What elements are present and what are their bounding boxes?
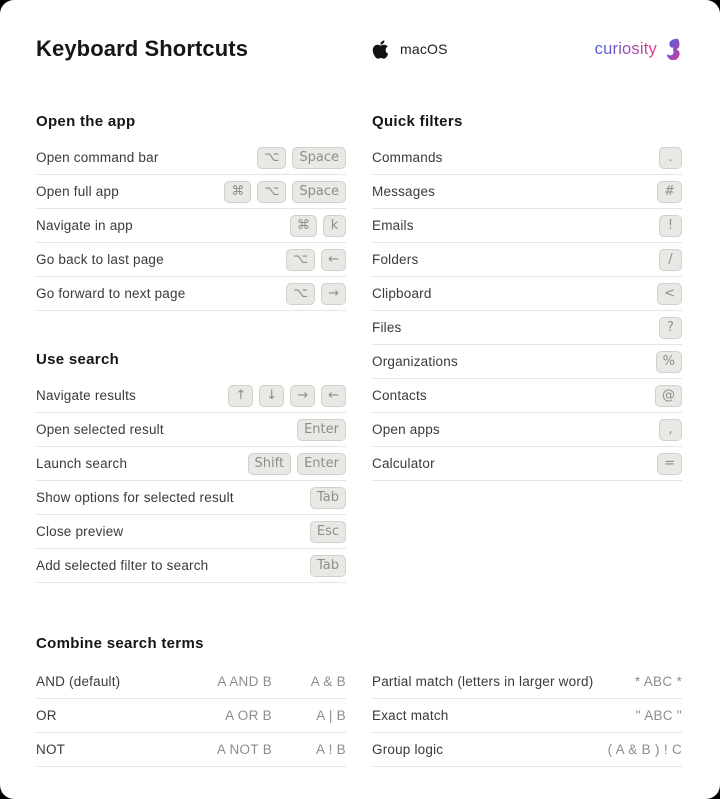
shortcut-label: Add selected filter to search [36, 558, 209, 573]
section-open-the-app [36, 112, 346, 311]
keycap: Enter [297, 453, 346, 475]
shortcut-label: Navigate results [36, 388, 136, 403]
page-title: Keyboard Shortcuts [36, 36, 249, 61]
keycap: = [657, 453, 682, 475]
shortcut-label: Folders [372, 252, 419, 267]
shortcut-row [36, 243, 346, 277]
shortcut-row [36, 141, 346, 175]
section-heading: Quick filters [372, 113, 463, 130]
shortcut-row [372, 345, 682, 379]
keycap: ! [659, 215, 682, 237]
key-group [659, 419, 682, 441]
shortcut-label: Open apps [372, 422, 440, 437]
key-group [286, 249, 346, 271]
syntax-value: A & B [310, 674, 346, 689]
key-group [224, 181, 346, 203]
shortcut-label: NOT [36, 742, 66, 757]
keycap: → [321, 283, 346, 305]
shortcut-row [372, 447, 682, 481]
shortcut-label: Organizations [372, 354, 458, 369]
keycap: Tab [310, 555, 346, 577]
shortcut-row [36, 665, 346, 699]
brand-name: curiosity [594, 39, 657, 58]
shortcut-label: OR [36, 708, 57, 723]
section-quick-filters [372, 112, 682, 481]
key-group [659, 147, 682, 169]
keycap: % [656, 351, 682, 373]
keycap: ? [659, 317, 682, 339]
key-group [310, 521, 346, 543]
syntax-value: A OR B [225, 708, 272, 723]
shortcut-label: Commands [372, 150, 443, 165]
syntax-value: ( A & B ) ! C [607, 742, 682, 757]
header [36, 34, 682, 64]
value-group [198, 708, 346, 723]
shortcut-row [372, 665, 682, 699]
section-heading: Combine search terms [36, 635, 204, 652]
shortcut-label: Open selected result [36, 422, 164, 437]
shortcut-label: Files [372, 320, 402, 335]
keycap: , [659, 419, 682, 441]
shortcut-list [36, 141, 346, 311]
shortcut-label: Close preview [36, 524, 124, 539]
shortcut-label: Go back to last page [36, 252, 164, 267]
keycap: ↓ [259, 385, 284, 407]
brand-logo [595, 38, 682, 60]
shortcut-row [372, 699, 682, 733]
keycap: ⌥ [257, 181, 286, 203]
value-group [198, 674, 346, 689]
key-group [297, 419, 346, 441]
keycap: → [290, 385, 315, 407]
shortcut-row [36, 481, 346, 515]
shortcut-label: Emails [372, 218, 414, 233]
shortcut-label: Show options for selected result [36, 490, 234, 505]
shortcut-row [36, 515, 346, 549]
keycap: ⌘ [224, 181, 251, 203]
key-group [657, 453, 682, 475]
section-combine-search-terms [36, 634, 682, 767]
keycap: ← [321, 249, 346, 271]
shortcut-label: Launch search [36, 456, 128, 471]
keycap: Space [292, 181, 346, 203]
syntax-value: * ABC * [634, 674, 682, 689]
syntax-value: A NOT B [216, 742, 272, 757]
value-group [608, 674, 682, 689]
bottom-columns [36, 665, 682, 767]
section-use-search [36, 350, 346, 583]
keycap: ⌥ [286, 249, 315, 271]
shortcut-row [372, 141, 682, 175]
syntax-value: A ! B [315, 742, 346, 757]
keycap: # [657, 181, 682, 203]
shortcut-row [372, 277, 682, 311]
platform-badge [372, 39, 448, 60]
shortcut-row [36, 379, 346, 413]
shortcut-row [36, 549, 346, 583]
left-column [36, 112, 346, 583]
combine-list [36, 665, 346, 767]
right-column [372, 112, 682, 481]
keycap: ⌥ [257, 147, 286, 169]
keycap: ↑ [228, 385, 253, 407]
platform-label: macOS [400, 41, 448, 57]
shortcut-row [372, 311, 682, 345]
shortcut-row [36, 413, 346, 447]
keycap: . [659, 147, 682, 169]
key-group [290, 215, 346, 237]
key-group [657, 181, 682, 203]
shortcut-row [372, 413, 682, 447]
shortcut-row [36, 277, 346, 311]
value-group [608, 708, 682, 723]
section-heading: Open the app [36, 113, 136, 130]
shortcut-label: Open full app [36, 184, 119, 199]
unicorn-icon [663, 38, 682, 60]
value-group [598, 742, 682, 757]
header-right [372, 38, 682, 60]
shortcut-label: Clipboard [372, 286, 432, 301]
section-heading: Use search [36, 351, 120, 368]
keycap: Shift [248, 453, 292, 475]
shortcut-row [372, 379, 682, 413]
value-group [198, 742, 346, 757]
keycap: < [657, 283, 682, 305]
shortcut-label: Calculator [372, 456, 435, 471]
shortcut-row [36, 175, 346, 209]
shortcut-row [36, 699, 346, 733]
shortcut-label: Exact match [372, 708, 449, 723]
shortcut-row [372, 733, 682, 767]
shortcut-label: Group logic [372, 742, 444, 757]
shortcut-row [372, 243, 682, 277]
key-group [310, 487, 346, 509]
shortcut-row [36, 447, 346, 481]
shortcut-label: Contacts [372, 388, 427, 403]
key-group [228, 385, 346, 407]
main-columns [36, 112, 682, 583]
keycap: / [659, 249, 682, 271]
shortcut-label: Open command bar [36, 150, 159, 165]
key-group [659, 249, 682, 271]
shortcut-label: Messages [372, 184, 436, 199]
key-group [659, 317, 682, 339]
syntax-list [372, 665, 682, 767]
keycap: ← [321, 385, 346, 407]
key-group [656, 351, 682, 373]
apple-icon [372, 39, 389, 60]
shortcut-list [36, 379, 346, 583]
shortcut-row [372, 175, 682, 209]
key-group [286, 283, 346, 305]
shortcut-label: AND (default) [36, 674, 121, 689]
keycap: ⌥ [286, 283, 315, 305]
keycap: k [323, 215, 346, 237]
keycap: ⌘ [290, 215, 317, 237]
syntax-value: A | B [316, 708, 346, 723]
shortcut-label: Navigate in app [36, 218, 133, 233]
shortcut-row [36, 209, 346, 243]
shortcut-label: Partial match (letters in larger word) [372, 674, 594, 689]
shortcut-list [372, 141, 682, 481]
keycap: Tab [310, 487, 346, 509]
key-group [655, 385, 682, 407]
syntax-value: " ABC " [635, 708, 682, 723]
shortcut-row [372, 209, 682, 243]
key-group [659, 215, 682, 237]
keycap: Enter [297, 419, 346, 441]
shortcut-label: Go forward to next page [36, 286, 186, 301]
key-group [310, 555, 346, 577]
syntax-value: A AND B [217, 674, 272, 689]
keycap: Esc [310, 521, 346, 543]
shortcut-row [36, 733, 346, 767]
keycap: Space [292, 147, 346, 169]
key-group [248, 453, 346, 475]
key-group [257, 147, 346, 169]
key-group [657, 283, 682, 305]
keycap: @ [655, 385, 682, 407]
